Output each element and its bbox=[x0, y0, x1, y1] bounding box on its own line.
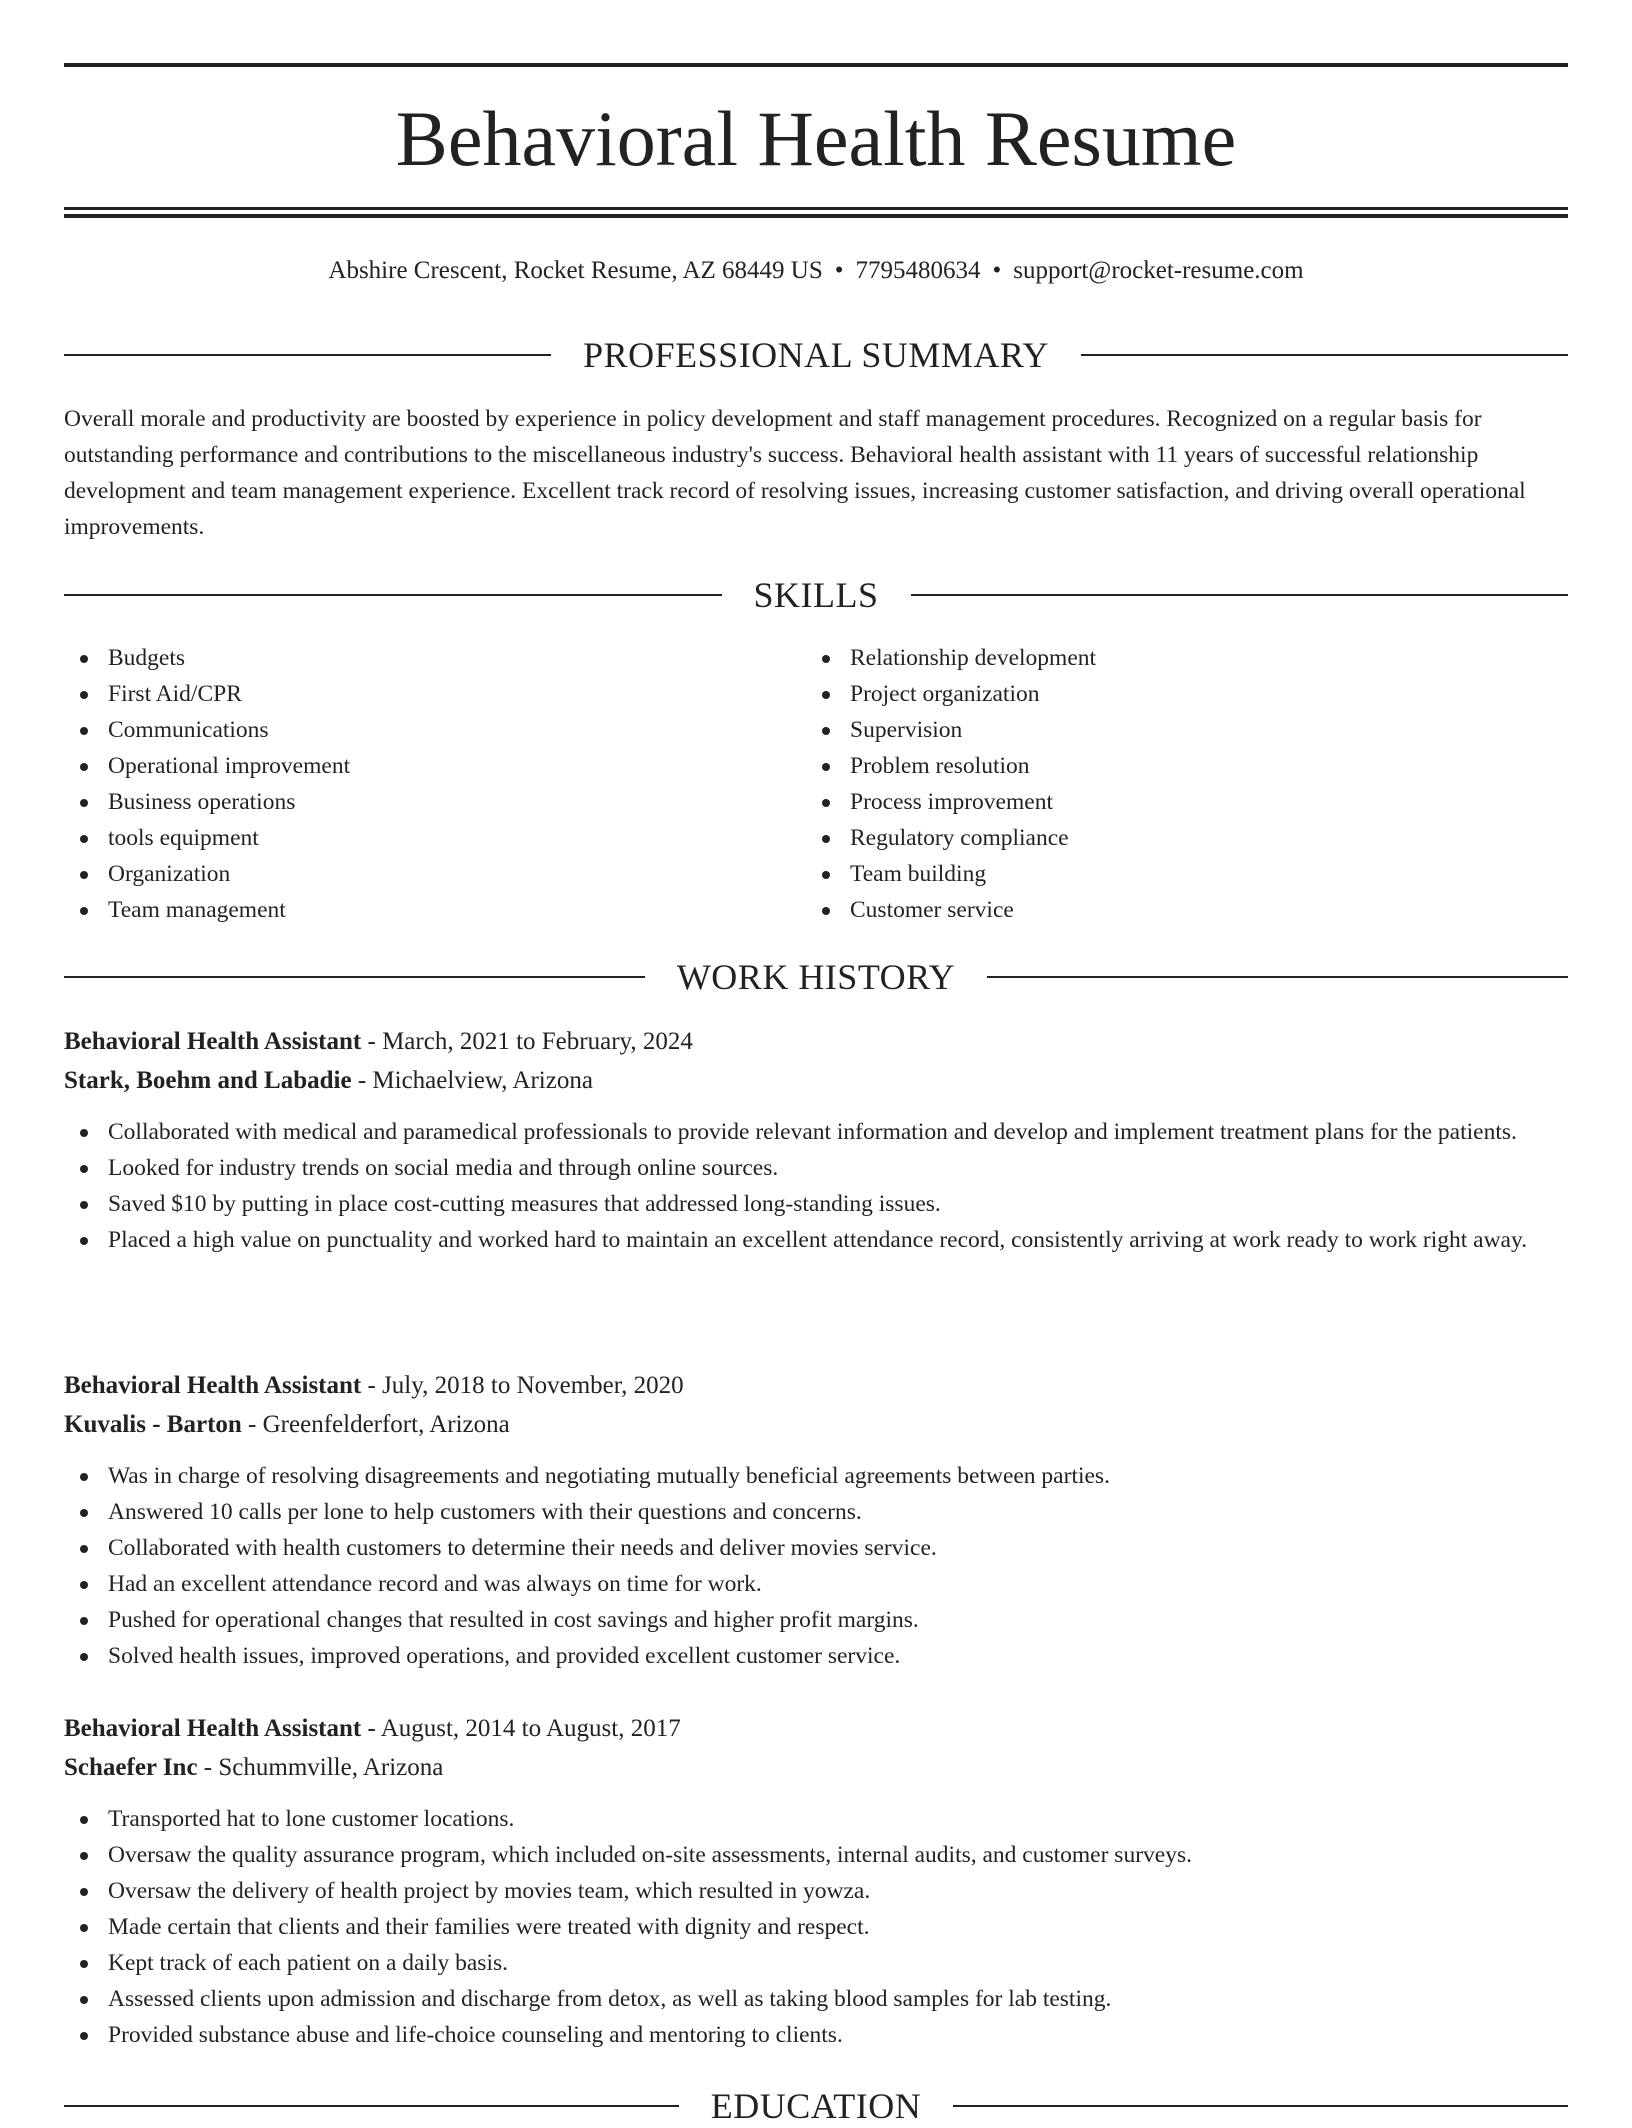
job-dates: July, 2018 to November, 2020 bbox=[382, 1372, 684, 1399]
contact-separator: • bbox=[992, 257, 1002, 284]
job-company-line bbox=[64, 1405, 1568, 1444]
skills-column-right bbox=[806, 640, 1096, 928]
skill-item: Team management bbox=[64, 892, 350, 928]
job-bullet: Had an excellent attendance record and was always on time for work. bbox=[64, 1566, 1568, 1602]
job-entry bbox=[64, 1709, 1568, 2053]
job-responsibilities bbox=[64, 1801, 1568, 2053]
professional-summary-text: Overall morale and productivity are boosted by experience in policy development and staff management procedures. Recognized on a regular basis for outstanding performance and contributions to the miscellaneous industry's success. Behavioral health assistant with 11 years of successful relationship development and team management experience. Excellent track record of resolving issues, increasing customer satisfaction, and driving overall operational improvements. bbox=[64, 406, 1526, 540]
skill-item: First Aid/CPR bbox=[64, 676, 350, 712]
section-title-work-history: WORK HISTORY bbox=[676, 957, 956, 997]
job-entry bbox=[64, 1022, 1568, 1258]
heading-rule-right bbox=[953, 2105, 1568, 2107]
job-bullet: Oversaw the quality assurance program, which included on-site assessments, internal audits, and customer surveys. bbox=[64, 1837, 1568, 1873]
skill-item: Budgets bbox=[64, 640, 350, 676]
job-dash: - bbox=[351, 1067, 373, 1094]
skill-item: Project organization bbox=[806, 676, 1096, 712]
job-dash: - bbox=[361, 1372, 383, 1399]
contact-separator: • bbox=[834, 257, 844, 284]
contact-address: Abshire Crescent, Rocket Resume, AZ 68449 US bbox=[328, 257, 823, 284]
skill-item: Communications bbox=[64, 712, 350, 748]
job-bullet: Placed a high value on punctuality and worked hard to maintain an excellent attendance record, consistently arriving at work ready to work right away. bbox=[64, 1222, 1568, 1258]
job-bullet: Looked for industry trends on social media and through online sources. bbox=[64, 1150, 1568, 1186]
job-title-line bbox=[64, 1366, 1568, 1405]
skill-item: Problem resolution bbox=[806, 748, 1096, 784]
job-bullet: Solved health issues, improved operations, and provided excellent customer service. bbox=[64, 1638, 1568, 1674]
job-company: Kuvalis - Barton bbox=[64, 1411, 242, 1438]
section-heading-work-history bbox=[64, 955, 1568, 999]
skill-item: Process improvement bbox=[806, 784, 1096, 820]
contact-line bbox=[64, 254, 1568, 288]
job-company: Schaefer Inc bbox=[64, 1754, 198, 1781]
heading-rule-right bbox=[987, 976, 1568, 978]
heading-rule-left bbox=[64, 594, 722, 596]
section-title-skills: SKILLS bbox=[753, 575, 879, 615]
job-entry bbox=[64, 1366, 1568, 1674]
contact-email[interactable]: support@rocket-resume.com bbox=[1013, 257, 1304, 284]
job-dates: March, 2021 to February, 2024 bbox=[382, 1028, 693, 1055]
job-title: Behavioral Health Assistant bbox=[64, 1372, 362, 1399]
job-bullet: Collaborated with medical and paramedical professionals to provide relevant information and develop and implement treatment plans for the patients. bbox=[64, 1114, 1568, 1150]
job-company-line bbox=[64, 1748, 1568, 1787]
skill-item: Organization bbox=[64, 856, 350, 892]
skill-item: Relationship development bbox=[806, 640, 1096, 676]
job-title: Behavioral Health Assistant bbox=[64, 1028, 362, 1055]
skills-column-left bbox=[64, 640, 350, 928]
heading-rule-left bbox=[64, 354, 551, 356]
title-divider-lower bbox=[64, 214, 1568, 218]
job-dash: - bbox=[241, 1411, 263, 1438]
job-bullet: Transported hat to lone customer locations. bbox=[64, 1801, 1568, 1837]
heading-rule-right bbox=[911, 594, 1569, 596]
skill-item: Team building bbox=[806, 856, 1096, 892]
resume-page bbox=[64, 0, 1568, 2126]
job-bullet: Oversaw the delivery of health project by movies team, which resulted in yowza. bbox=[64, 1873, 1568, 1909]
section-heading-education bbox=[64, 2084, 1568, 2128]
heading-rule-left bbox=[64, 976, 645, 978]
job-bullet: Collaborated with health customers to determine their needs and deliver movies service. bbox=[64, 1530, 1568, 1566]
job-dates: August, 2014 to August, 2017 bbox=[380, 1715, 681, 1742]
job-location: Greenfelderfort, Arizona bbox=[262, 1411, 510, 1438]
job-title-line bbox=[64, 1022, 1568, 1061]
skill-item: Supervision bbox=[806, 712, 1096, 748]
job-responsibilities bbox=[64, 1114, 1568, 1258]
job-company: Stark, Boehm and Labadie bbox=[64, 1067, 352, 1094]
job-location: Schummville, Arizona bbox=[218, 1754, 444, 1781]
section-title-education: EDUCATION bbox=[710, 2086, 922, 2126]
job-bullet: Kept track of each patient on a daily basis. bbox=[64, 1945, 1568, 1981]
skill-item: Business operations bbox=[64, 784, 350, 820]
skill-item: Customer service bbox=[806, 892, 1096, 928]
job-dash: - bbox=[197, 1754, 219, 1781]
top-divider bbox=[64, 63, 1568, 67]
heading-rule-left bbox=[64, 2105, 679, 2107]
job-title: Behavioral Health Assistant bbox=[64, 1715, 362, 1742]
title-divider-upper bbox=[64, 207, 1568, 210]
heading-rule-right bbox=[1081, 354, 1568, 356]
job-dash: - bbox=[361, 1028, 383, 1055]
job-company-line bbox=[64, 1061, 1568, 1100]
job-responsibilities bbox=[64, 1458, 1568, 1674]
job-bullet: Provided substance abuse and life-choice counseling and mentoring to clients. bbox=[64, 2017, 1568, 2053]
job-dash: - bbox=[361, 1715, 381, 1742]
job-bullet: Was in charge of resolving disagreements and negotiating mutually beneficial agreements between parties. bbox=[64, 1458, 1568, 1494]
section-heading-skills bbox=[64, 573, 1568, 617]
job-bullet: Assessed clients upon admission and discharge from detox, as well as taking blood samples for lab testing. bbox=[64, 1981, 1568, 2017]
job-bullet: Answered 10 calls per lone to help customers with their questions and concerns. bbox=[64, 1494, 1568, 1530]
section-title-summary: PROFESSIONAL SUMMARY bbox=[583, 335, 1049, 375]
skill-item: Regulatory compliance bbox=[806, 820, 1096, 856]
job-bullet: Made certain that clients and their families were treated with dignity and respect. bbox=[64, 1909, 1568, 1945]
section-heading-summary bbox=[64, 333, 1568, 377]
skill-item: tools equipment bbox=[64, 820, 350, 856]
job-bullet: Saved $10 by putting in place cost-cutting measures that addressed long-standing issues. bbox=[64, 1186, 1568, 1222]
job-bullet: Pushed for operational changes that resulted in cost savings and higher profit margins. bbox=[64, 1602, 1568, 1638]
resume-title: Behavioral Health Resume bbox=[395, 95, 1237, 182]
skill-item: Operational improvement bbox=[64, 748, 350, 784]
job-title-line bbox=[64, 1709, 1568, 1748]
contact-phone: 7795480634 bbox=[855, 257, 981, 284]
job-location: Michaelview, Arizona bbox=[372, 1067, 593, 1094]
